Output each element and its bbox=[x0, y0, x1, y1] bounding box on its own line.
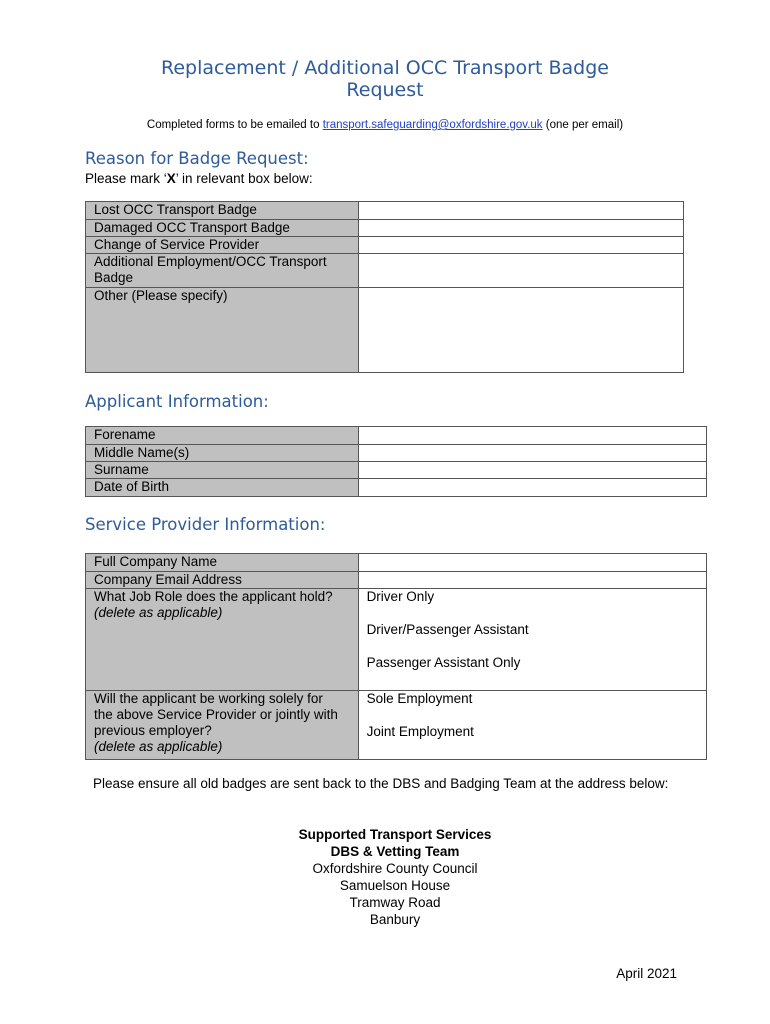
table-row bbox=[86, 479, 707, 497]
reason-box-change-provider[interactable] bbox=[358, 237, 683, 254]
employment-options bbox=[358, 691, 706, 760]
email-instructions bbox=[0, 119, 770, 131]
provider-heading: Service Provider Information: bbox=[85, 515, 326, 534]
address-line-1: Supported Transport Services bbox=[298, 827, 492, 842]
return-badges-notice: Please ensure all old badges are sent back to the DBS and Badging Team at the address below: bbox=[93, 776, 669, 791]
option-sole-employment[interactable]: Sole Employment bbox=[366, 691, 473, 706]
document-date: April 2021 bbox=[616, 966, 677, 981]
mark-instruction-prefix: Please mark ‘ bbox=[85, 171, 167, 186]
reason-label-damaged: Damaged OCC Transport Badge bbox=[86, 220, 359, 237]
table-row bbox=[86, 288, 684, 373]
employment-cell bbox=[86, 691, 359, 760]
surname-field[interactable] bbox=[358, 462, 706, 479]
mark-instruction-suffix: ’ in relevant box below: bbox=[175, 171, 313, 186]
address-line-4: Samuelson House bbox=[339, 878, 451, 893]
company-email-label: Company Email Address bbox=[86, 572, 359, 589]
reason-heading: Reason for Badge Request: bbox=[85, 149, 309, 168]
dob-label: Date of Birth bbox=[86, 479, 359, 497]
job-role-note: (delete as applicable) bbox=[94, 605, 223, 620]
table-row bbox=[86, 202, 684, 220]
reason-label-lost: Lost OCC Transport Badge bbox=[86, 202, 359, 220]
mark-instruction bbox=[85, 171, 313, 186]
company-email-field[interactable] bbox=[358, 572, 706, 589]
return-address bbox=[200, 826, 590, 928]
address-line-3: Oxfordshire County Council bbox=[312, 861, 478, 876]
company-name-field[interactable] bbox=[358, 554, 706, 572]
employment-label: Will the applicant be working solely for the above Service Provider or jointly with previous employer? bbox=[94, 691, 338, 738]
option-joint-employment[interactable]: Joint Employment bbox=[366, 724, 474, 739]
mark-instruction-x: X bbox=[166, 171, 176, 186]
reason-label-change-provider: Change of Service Provider bbox=[86, 237, 359, 254]
reason-label-additional: Additional Employment/OCC Transport Badge bbox=[86, 254, 359, 288]
forename-field[interactable] bbox=[358, 427, 706, 445]
table-row bbox=[86, 427, 707, 445]
reason-table bbox=[85, 201, 684, 373]
table-row bbox=[86, 462, 707, 479]
middle-names-field[interactable] bbox=[358, 445, 706, 462]
reason-label-other: Other (Please specify) bbox=[86, 288, 359, 373]
title-line-1: Replacement / Additional OCC Transport Badge bbox=[161, 57, 609, 79]
dob-field[interactable] bbox=[358, 479, 706, 497]
middle-names-label: Middle Name(s) bbox=[86, 445, 359, 462]
title-line-2: Request bbox=[346, 79, 424, 101]
email-link[interactable]: transport.safeguarding@oxfordshire.gov.uk bbox=[322, 119, 543, 131]
job-role-label: What Job Role does the applicant hold? bbox=[94, 589, 333, 604]
reason-box-damaged[interactable] bbox=[358, 220, 683, 237]
employment-note: (delete as applicable) bbox=[94, 739, 223, 754]
reason-box-additional[interactable] bbox=[358, 254, 683, 288]
option-passenger-assistant-only[interactable]: Passenger Assistant Only bbox=[366, 655, 521, 670]
email-prefix: Completed forms to be emailed to bbox=[146, 119, 323, 131]
reason-box-other[interactable] bbox=[358, 288, 683, 373]
forename-label: Forename bbox=[86, 427, 359, 445]
address-line-5: Tramway Road bbox=[349, 895, 441, 910]
table-row bbox=[86, 220, 684, 237]
table-row bbox=[86, 445, 707, 462]
applicant-heading: Applicant Information: bbox=[85, 392, 269, 411]
address-line-6: Banbury bbox=[369, 912, 421, 927]
table-row bbox=[86, 572, 707, 589]
company-name-label: Full Company Name bbox=[86, 554, 359, 572]
surname-label: Surname bbox=[86, 462, 359, 479]
provider-table bbox=[85, 553, 707, 760]
address-line-2: DBS & Vetting Team bbox=[330, 844, 460, 859]
option-driver-only[interactable]: Driver Only bbox=[366, 589, 435, 604]
table-row bbox=[86, 254, 684, 288]
option-driver-passenger-assistant[interactable]: Driver/Passenger Assistant bbox=[366, 622, 529, 637]
applicant-table bbox=[85, 426, 707, 497]
reason-box-lost[interactable] bbox=[358, 202, 683, 220]
table-row bbox=[86, 589, 707, 691]
job-role-cell bbox=[86, 589, 359, 691]
job-role-options bbox=[358, 589, 706, 691]
email-suffix: (one per email) bbox=[542, 119, 624, 131]
table-row bbox=[86, 237, 684, 254]
table-row bbox=[86, 554, 707, 572]
page-title bbox=[0, 57, 770, 101]
table-row bbox=[86, 691, 707, 760]
